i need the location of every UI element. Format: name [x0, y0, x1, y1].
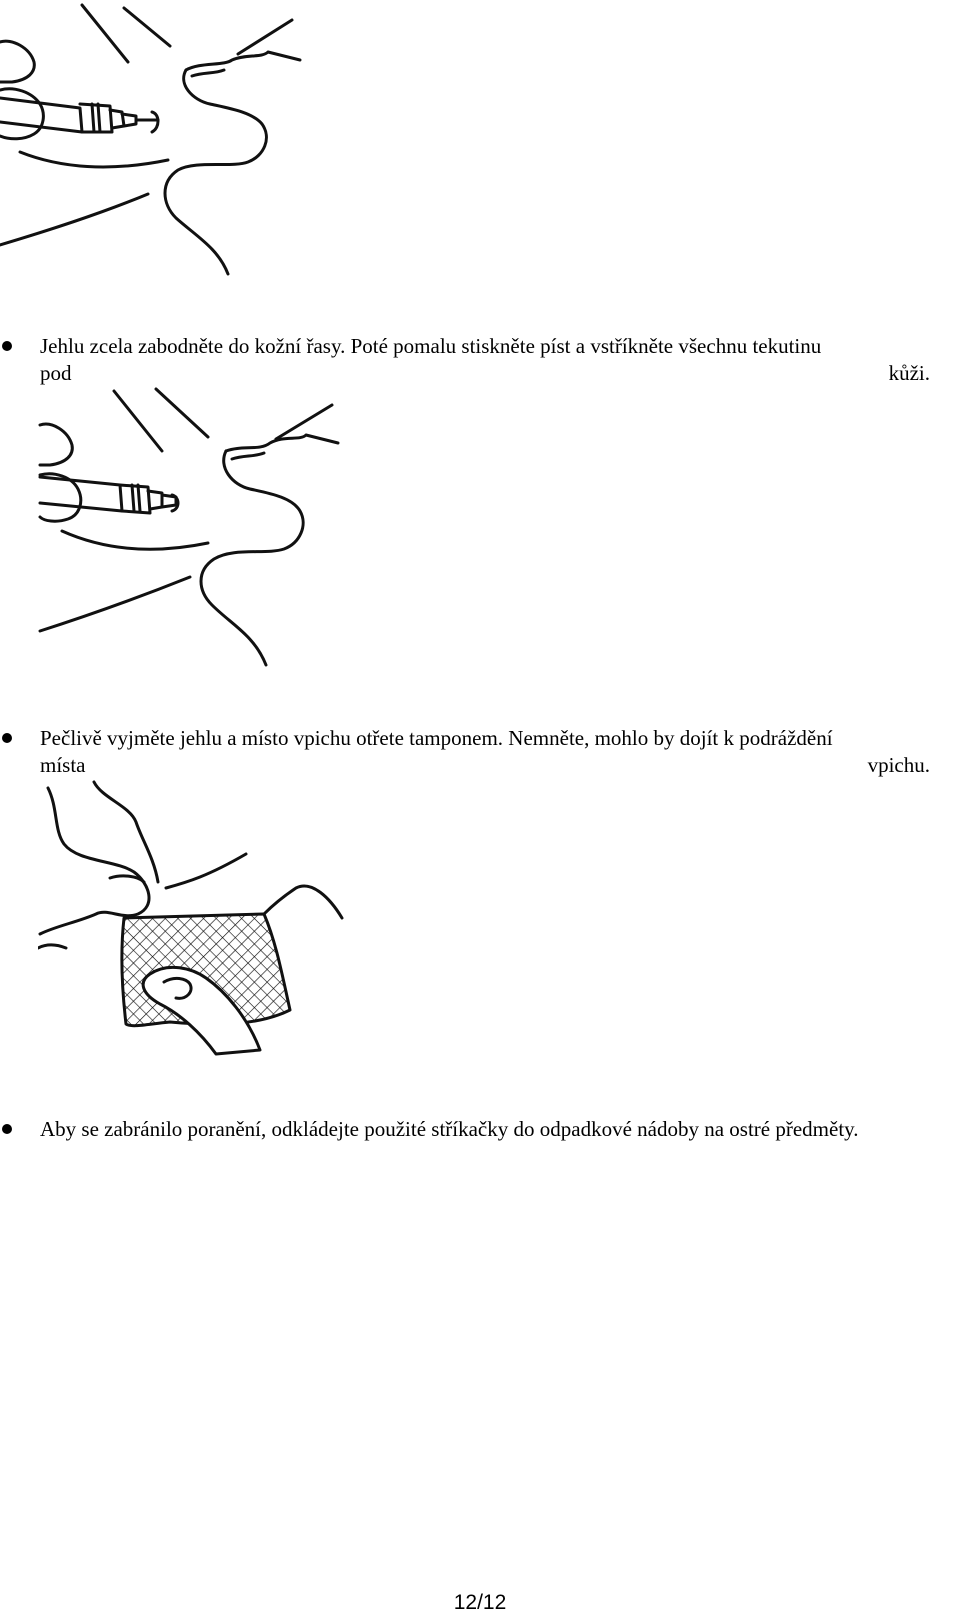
step-paragraph-dispose [40, 1116, 930, 1143]
step-text: Aby se zabránilo poranění, odkládejte použité stříkačky do odpadkové nádoby na ostré předměty. [40, 1117, 859, 1141]
step-text-line [40, 752, 930, 779]
step-text-word: kůži. [888, 361, 930, 385]
syringe-inserted-illustration [38, 385, 348, 670]
step-text-word: místa [40, 753, 86, 777]
step-text-word: pod [40, 361, 72, 385]
syringe-pinched-skin-illustration [0, 0, 310, 285]
step-text-word: vpichu. [867, 753, 930, 777]
step-paragraph-withdraw [40, 725, 930, 779]
page-number: 12/12 [453, 1591, 507, 1614]
swab-wiping-illustration [38, 778, 348, 1063]
step-text-line [40, 360, 930, 387]
bullet-marker [2, 733, 12, 743]
step-paragraph-inject [40, 333, 930, 387]
step-text-line: Pečlivě vyjměte jehlu a místo vpichu otřete tamponem. Nemněte, mohlo by dojít k podráždění [40, 726, 833, 750]
bullet-marker [2, 1124, 12, 1134]
bullet-marker [2, 341, 12, 351]
step-text-line: Jehlu zcela zabodněte do kožní řasy. Poté pomalu stiskněte píst a vstříkněte všechnu tekutinu [40, 334, 822, 358]
